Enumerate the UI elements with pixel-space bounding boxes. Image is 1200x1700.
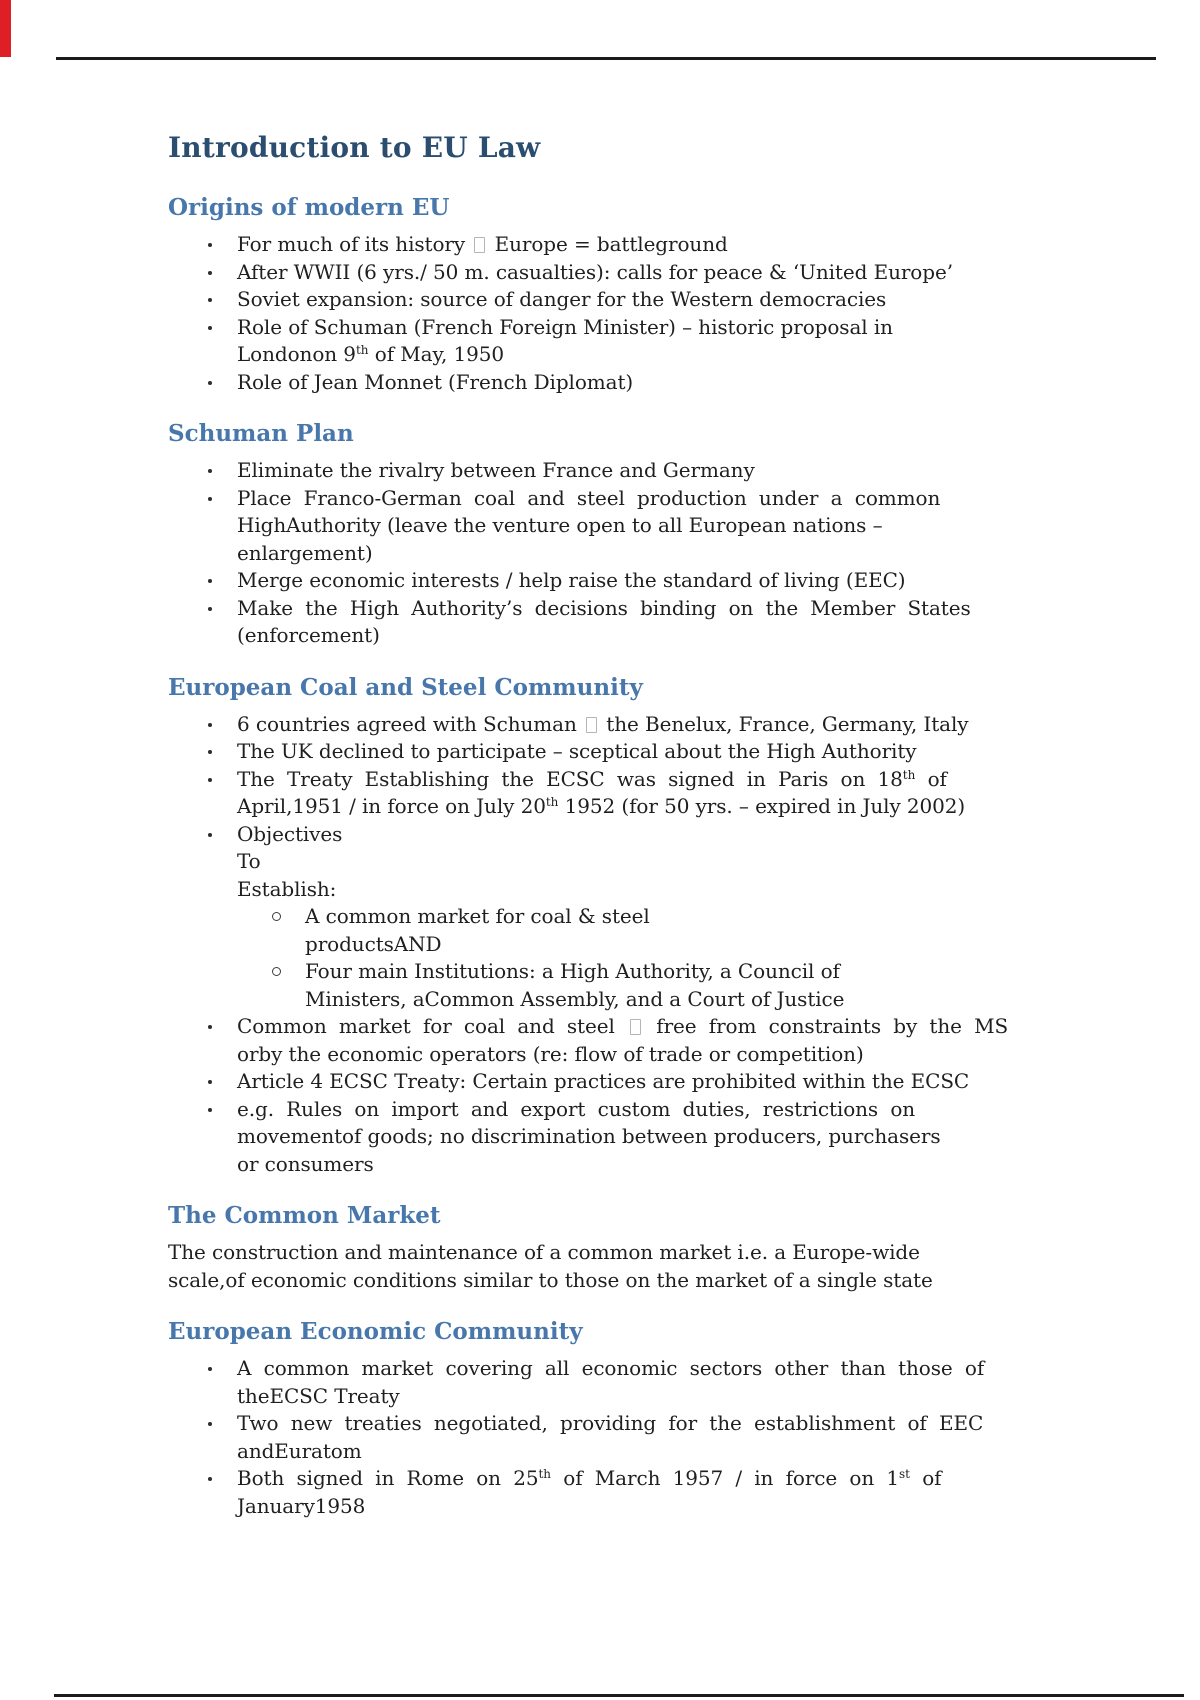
dot-bullet-marker: [208, 1025, 212, 1029]
text-line: theECSC Treaty: [237, 1383, 400, 1408]
list-item: [168, 1013, 1016, 1068]
dot-bullet-marker: [208, 326, 212, 330]
bottom-rule: [54, 1694, 1184, 1697]
section: [168, 674, 1016, 1179]
list-item: [168, 231, 1016, 259]
block-text: [237, 877, 336, 901]
block-text: [237, 287, 886, 311]
dot-bullet-marker: [208, 298, 212, 302]
text-line: To: [237, 849, 261, 873]
text-line: andEuratom: [237, 1438, 362, 1463]
block-text: [237, 260, 953, 284]
dot-bullet-marker: [208, 243, 212, 247]
text-line: HighAuthority (leave the venture open to all European nations –: [237, 513, 883, 537]
block-text: [168, 1240, 933, 1292]
text-line: The Treaty Establishing the ECSC was signed in Paris on 18th of: [237, 766, 947, 791]
dot-bullet-marker: [208, 579, 212, 583]
list-item: [168, 821, 1016, 849]
ordinal-superscript: st: [899, 1467, 910, 1481]
red-corner-ribbon: [0, 0, 11, 57]
ordinal-superscript: th: [538, 1467, 552, 1481]
block-text: [237, 232, 728, 256]
text-line: orby the economic operators (re: flow of trade or competition): [237, 1041, 864, 1066]
ordinal-superscript: th: [355, 343, 369, 357]
paragraph: [168, 1239, 1016, 1294]
ordinal-superscript: th: [902, 767, 916, 782]
section: [168, 1318, 1016, 1520]
text-line: Eliminate the rivalry between France and Germany: [237, 458, 755, 482]
dot-bullet-marker: [208, 750, 212, 754]
section-heading: European Coal and Steel Community: [168, 673, 643, 701]
missing-glyph-box: [586, 717, 597, 733]
list-item: [168, 1068, 1016, 1096]
list-item: [168, 259, 1016, 287]
list-item: [168, 457, 1016, 485]
section-heading: Schuman Plan: [168, 420, 354, 447]
text-line: The UK declined to participate – sceptical about the High Authority: [237, 739, 917, 763]
text-line: Four main Institutions: a High Authority, a Council of: [305, 959, 840, 983]
text-line: The construction and maintenance of a common market i.e. a Europe-wide: [168, 1240, 920, 1264]
list-item: [168, 1355, 1016, 1410]
text-line: Londonon 9th of May, 1950: [237, 342, 505, 366]
list-item: [168, 286, 1016, 314]
circle-bullet-marker: [272, 912, 281, 921]
sub-list-item: [168, 903, 1016, 958]
section-heading: The Common Market: [168, 1202, 441, 1229]
list-item: [168, 738, 1016, 766]
section: [168, 420, 1016, 650]
plain-line: [168, 876, 1016, 904]
block-text: [237, 739, 916, 763]
dot-bullet-marker: [208, 778, 212, 782]
block-text: [237, 458, 755, 482]
text-line: movementof goods; no discrimination between producers, purchasers: [237, 1124, 941, 1148]
list-item: [168, 314, 1016, 369]
text-line: A common market for coal & steel: [305, 904, 650, 928]
section: [168, 194, 1016, 396]
text-line: After WWII (6 yrs./ 50 m. casualties): calls for peace & ‘United Europe’: [237, 259, 953, 284]
dot-bullet-marker: [208, 607, 212, 611]
text-line: For much of its history Europe = battleground: [237, 232, 728, 256]
ordinal-superscript: th: [545, 795, 559, 809]
text-line: Role of Schuman (French Foreign Minister) – historic proposal in: [237, 314, 893, 339]
text-line: Role of Jean Monnet (French Diplomat): [237, 369, 634, 394]
list-item: [168, 595, 1016, 650]
circle-bullet-marker: [272, 967, 281, 976]
missing-glyph-box: [630, 1019, 641, 1035]
document-sections: [168, 194, 1016, 1520]
text-line: Both signed in Rome on 25th of March 1957 / in force on 1st of: [237, 1466, 942, 1490]
dot-bullet-marker: [208, 1080, 212, 1084]
dot-bullet-marker: [208, 469, 212, 473]
text-line: Two new treaties negotiated, providing for the establishment of EEC: [237, 1411, 984, 1435]
text-line: January1958: [237, 1493, 366, 1518]
list-item: [168, 369, 1016, 397]
block-text: [237, 712, 969, 736]
dot-bullet-marker: [208, 723, 212, 727]
list-item: [168, 1465, 1016, 1520]
text-line: A common market covering all economic sectors other than those of: [237, 1356, 985, 1380]
list-item: [168, 1410, 1016, 1465]
list-item: [168, 567, 1016, 595]
text-line: enlargement): [237, 540, 373, 565]
block-text: [237, 822, 342, 846]
block-text: [305, 904, 650, 956]
text-line: Place Franco-German coal and steel production under a common: [237, 485, 941, 510]
dot-bullet-marker: [208, 497, 212, 501]
block-text: [237, 1466, 942, 1518]
block-text: [237, 315, 893, 367]
block-text: [237, 1356, 984, 1408]
section-heading: Origins of modern EU: [168, 194, 450, 221]
missing-glyph-box: [474, 237, 485, 253]
block-text: [237, 1411, 983, 1463]
text-line: Soviet expansion: source of danger for the Western democracies: [237, 287, 887, 311]
block-text: [237, 849, 261, 873]
dot-bullet-marker: [208, 1367, 212, 1371]
plain-line: [168, 848, 1016, 876]
block-text: [237, 1097, 941, 1176]
block-text: [237, 486, 940, 565]
text-line: Article 4 ECSC Treaty: Certain practices are prohibited within the ECSC: [237, 1069, 970, 1093]
block-text: [305, 959, 844, 1011]
section-heading: European Economic Community: [168, 1318, 583, 1345]
text-line: scale,of economic conditions similar to those on the market of a single state: [168, 1267, 933, 1292]
dot-bullet-marker: [208, 1422, 212, 1426]
text-line: productsAND: [305, 931, 442, 956]
text-line: Objectives: [237, 821, 343, 846]
list-item: [168, 485, 1016, 568]
text-line: 6 countries agreed with Schuman the Benelux, France, Germany, Italy: [237, 711, 969, 736]
list-item: [168, 711, 1016, 739]
block-text: [237, 568, 905, 592]
block-text: [237, 1069, 969, 1093]
text-line: Make the High Authority’s decisions binding on the Member States: [237, 595, 971, 620]
text-line: Common market for coal and steel free from constraints by the MS: [237, 1014, 1009, 1038]
text-line: Merge economic interests / help raise the standard of living (EEC): [237, 568, 906, 592]
text-line: Ministers, aCommon Assembly, and a Court of Justice: [305, 986, 845, 1011]
section: [168, 1202, 1016, 1294]
dot-bullet-marker: [208, 1108, 212, 1112]
block-text: [237, 1014, 1008, 1066]
block-text: [237, 370, 633, 394]
text-line: April,1951 / in force on July 20th 1952 (for 50 yrs. – expired in July 2002): [237, 794, 966, 818]
dot-bullet-marker: [208, 1477, 212, 1481]
document-body: [168, 130, 1016, 1520]
text-line: e.g. Rules on import and export custom duties, restrictions on: [237, 1096, 916, 1121]
dot-bullet-marker: [208, 271, 212, 275]
text-line: (enforcement): [237, 623, 380, 647]
text-line: or consumers: [237, 1151, 374, 1176]
list-item: [168, 766, 1016, 821]
list-item: [168, 1096, 1016, 1179]
block-text: [237, 767, 965, 819]
dot-bullet-marker: [208, 381, 212, 385]
top-rule: [56, 57, 1156, 60]
block-text: [237, 596, 971, 648]
page-title: Introduction to EU Law: [168, 131, 541, 164]
text-line: Establish:: [237, 876, 337, 901]
sub-list-item: [168, 958, 1016, 1013]
dot-bullet-marker: [208, 833, 212, 837]
